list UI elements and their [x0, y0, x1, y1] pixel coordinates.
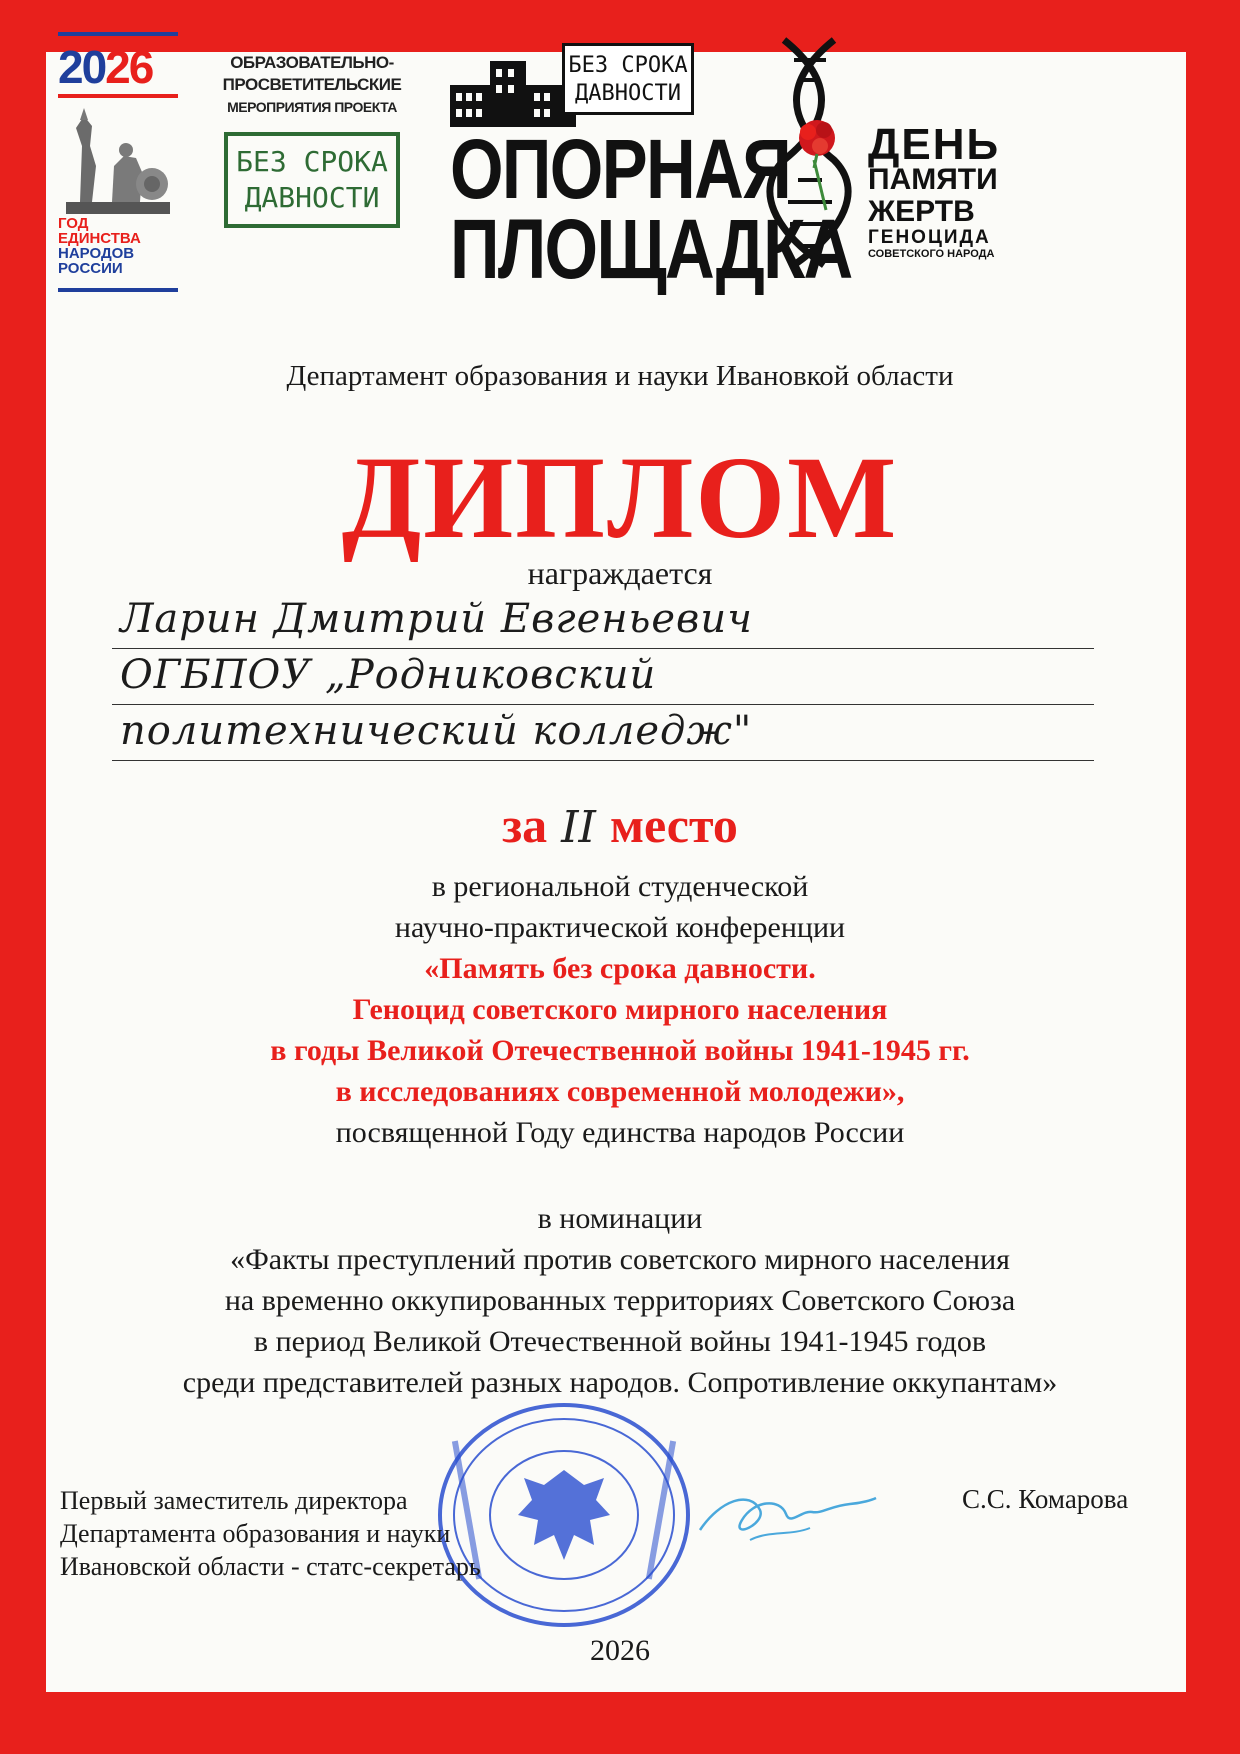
memory-day-line: ДЕНЬ — [868, 120, 1001, 169]
logo-caption-line: НАРОДОВ — [58, 245, 135, 262]
department-name: Департамент образования и науки Ивановкой области — [286, 360, 954, 392]
recipient-institution: политехнический колледж" — [120, 708, 753, 754]
project-line: МЕРОПРИЯТИЯ ПРОЕКТА — [227, 99, 397, 115]
monument-icon — [62, 106, 174, 216]
conference-title-line: Геноцид советского мирного населения — [352, 993, 888, 1026]
project-line: ОБРАЗОВАТЕЛЬНО- — [230, 53, 394, 72]
memory-day-text — [868, 120, 1001, 260]
project-badge-line: БЕЗ СРОКА — [236, 145, 388, 178]
signer-position-line: Первый заместитель директора — [60, 1486, 408, 1515]
project-events-logo — [214, 52, 410, 292]
conference-title-line: «Память без срока давности. — [424, 952, 816, 985]
platform-badge — [562, 43, 694, 115]
diploma-year: 2026 — [590, 1634, 650, 1667]
signer-position-line: Департамента образования и науки — [60, 1519, 451, 1548]
place-prefix: за — [502, 797, 548, 853]
project-badge — [224, 132, 400, 228]
signer-name: С.С. Комарова — [962, 1484, 1129, 1514]
platform-title-line: ОПОРНАЯ — [450, 122, 791, 216]
logo-caption-line: РОССИИ — [58, 260, 123, 277]
conference-dedication: посвященной Году единства народов России — [335, 1116, 905, 1149]
recipient-underline — [112, 648, 1094, 649]
platform-badge-line: БЕЗ СРОКА — [568, 53, 688, 78]
project-line: ПРОСВЕТИТЕЛЬСКИЕ — [222, 75, 402, 94]
awarded-text: награждается — [527, 555, 713, 591]
nomination-block — [0, 1198, 1240, 1403]
signer-position — [60, 1484, 481, 1583]
logo-caption-line: ЕДИНСТВА — [58, 230, 141, 247]
logo-stripe-bottom — [58, 288, 178, 292]
nomination-line: в период Великой Отечественной войны 1941-1945 годов — [253, 1325, 987, 1358]
logo-stripe-mid — [58, 94, 178, 98]
conference-block — [0, 866, 1240, 1153]
memory-day-line: ГЕНОЦИДА — [868, 227, 991, 248]
nomination-line: среди представителей разных народов. Сопротивление оккупантам» — [182, 1366, 1058, 1399]
memory-day-line: ЖЕРТВ — [868, 195, 975, 228]
year-of-unity-logo — [58, 32, 178, 292]
nomination-label: в номинации — [537, 1202, 703, 1235]
diploma-title: ДИПЛОМ — [341, 432, 899, 563]
conference-title-line: в годы Великой Отечественной войны 1941-1945 гг. — [270, 1034, 970, 1067]
nomination-line: «Факты преступлений против советского мирного населения — [230, 1243, 1010, 1276]
place-suffix: место — [609, 797, 738, 853]
conference-title-line: в исследованиях современной молодежи», — [335, 1075, 905, 1108]
support-platform-logo — [450, 35, 852, 296]
platform-badge-line: ДАВНОСТИ — [575, 81, 681, 106]
logo-caption — [58, 216, 141, 276]
signer-position-line: Ивановской области - статс-секретарь — [60, 1552, 481, 1581]
conference-line: научно-практической конференции — [394, 911, 846, 944]
logo-stripe-top — [58, 32, 178, 36]
recipient-underline — [112, 760, 1094, 761]
logo-year: 2026 — [58, 41, 153, 93]
building-icon — [450, 55, 580, 127]
signature — [690, 1470, 880, 1560]
place-number: II — [561, 802, 596, 853]
platform-title-line: ПЛОЩАДКА — [450, 202, 852, 296]
recipient-institution: ОГБПОУ „Родниковский — [120, 652, 657, 698]
logo-caption-line: ГОД — [58, 215, 89, 232]
nomination-line: на временно оккупированных территориях Советского Союза — [224, 1284, 1016, 1317]
place-line — [0, 796, 1240, 854]
memory-day-line: ПАМЯТИ — [868, 163, 998, 196]
memory-day-logo — [764, 30, 1144, 290]
project-badge-line: ДАВНОСТИ — [244, 181, 380, 214]
conference-line: в региональной студенческой — [431, 870, 809, 903]
recipient-underline — [112, 704, 1094, 705]
carnation-icon — [790, 114, 844, 168]
recipient-name: Ларин Дмитрий Евгеньевич — [120, 596, 753, 642]
memory-day-line: СОВЕТСКОГО НАРОДА — [868, 248, 995, 260]
